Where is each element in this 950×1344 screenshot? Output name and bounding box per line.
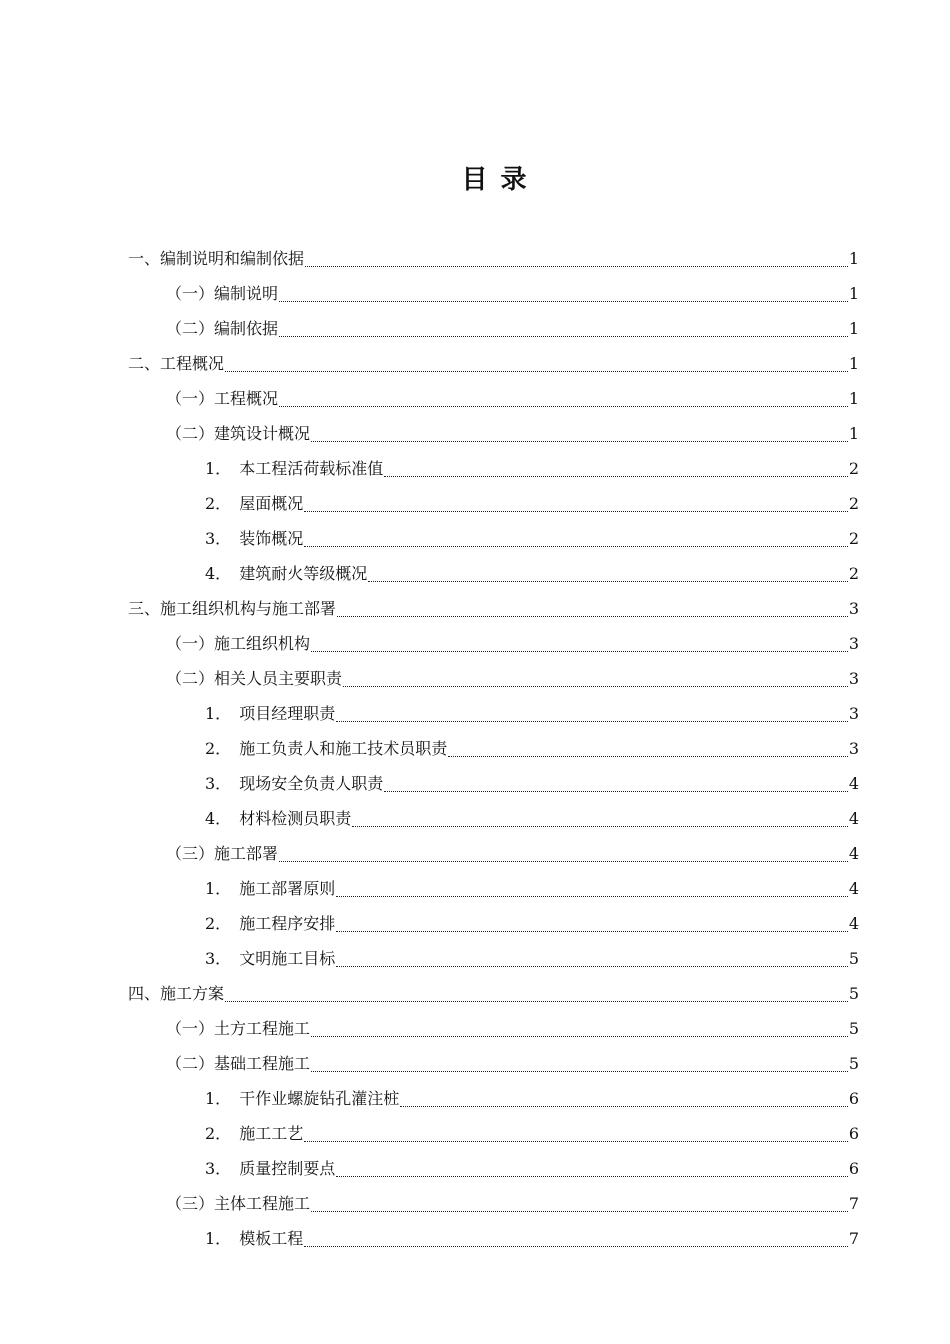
toc-entry-label: 材料检测员职责: [239, 809, 352, 828]
toc-page-number: 6: [848, 1124, 859, 1143]
toc-entry-title: [205, 458, 383, 483]
toc-entry-label: 建筑耐火等级概况: [239, 564, 368, 583]
toc-entry-label: 三、施工组织机构与施工部署: [128, 599, 337, 618]
toc-entry-title: [166, 1193, 310, 1218]
toc-page-number: 2: [848, 459, 859, 478]
toc-entry[interactable]: [205, 693, 859, 728]
toc-entry[interactable]: [166, 413, 859, 448]
toc-entry-label: 装饰概况: [239, 529, 304, 548]
toc-dot-leader: [305, 266, 848, 267]
toc-entry-label: 施工部署原则: [239, 879, 336, 898]
toc-entry[interactable]: [166, 273, 859, 308]
toc-dot-leader: [343, 686, 848, 687]
toc-entry-label: 干作业螺旋钻孔灌注桩: [239, 1089, 400, 1108]
toc-entry-title: [205, 1228, 303, 1253]
toc-entry[interactable]: [205, 1218, 859, 1253]
toc-entry-number: 2．: [205, 494, 232, 513]
toc-entry-label: 现场安全负责人职责: [239, 774, 384, 793]
toc-page-number: 3: [848, 634, 859, 653]
toc-entry-label: 本工程活荷载标准值: [239, 459, 384, 478]
toc-entry-label: （二）编制依据: [166, 319, 279, 338]
toc-entry-number: 2．: [205, 1124, 232, 1143]
toc-entry[interactable]: [166, 658, 859, 693]
toc-entry[interactable]: [205, 483, 859, 518]
toc-dot-leader: [311, 1211, 848, 1212]
toc-entry[interactable]: [205, 553, 859, 588]
toc-entry-title: [205, 738, 447, 763]
toc-entry-title: [205, 1123, 303, 1148]
toc-entry-number: 1．: [205, 704, 232, 723]
toc-entry-number: 1．: [205, 879, 232, 898]
toc-entry-label: 文明施工目标: [239, 949, 336, 968]
toc-dot-leader: [279, 336, 848, 337]
toc-entry-title: [205, 563, 367, 588]
toc-dot-leader: [448, 756, 848, 757]
toc-entry-title: [166, 843, 278, 868]
toc-entry-title: [205, 808, 351, 833]
toc-entry-title: [166, 1018, 310, 1043]
toc-page-number: 4: [848, 879, 859, 898]
toc-entry-title: [166, 668, 342, 693]
toc-entry-label: （一）编制说明: [166, 284, 279, 303]
toc-entry-title: [128, 598, 336, 623]
toc-page-number: 5: [848, 949, 859, 968]
toc-page-number: 4: [848, 914, 859, 933]
toc-entry-title: [166, 283, 278, 308]
toc-entry-title: [166, 633, 310, 658]
toc-page-number: 7: [848, 1229, 859, 1248]
toc-page-number: 3: [848, 599, 859, 618]
toc-entry[interactable]: [205, 868, 859, 903]
page-title: 目 录: [461, 165, 529, 195]
toc-entry[interactable]: [205, 798, 859, 833]
toc-page-number: 4: [848, 809, 859, 828]
toc-dot-leader: [311, 1036, 848, 1037]
toc-dot-leader: [336, 966, 848, 967]
toc-entry-title: [205, 493, 303, 518]
toc-entry-title: [166, 423, 310, 448]
toc-dot-leader: [336, 721, 848, 722]
toc-dot-leader: [304, 1246, 848, 1247]
toc-entry-label: （三）主体工程施工: [166, 1194, 311, 1213]
toc-entry[interactable]: [166, 1043, 859, 1078]
toc-entry-title: [205, 773, 383, 798]
toc-entry-label: （二）基础工程施工: [166, 1054, 311, 1073]
toc-entry-label: （二）建筑设计概况: [166, 424, 311, 443]
toc-page-number: 4: [848, 844, 859, 863]
toc-entry-label: （一）施工组织机构: [166, 634, 311, 653]
toc-entry[interactable]: [128, 588, 859, 623]
toc-page-number: 7: [848, 1194, 859, 1213]
toc-dot-leader: [336, 896, 848, 897]
toc-entry-number: 2．: [205, 914, 232, 933]
toc-entry-label: 二、工程概况: [128, 354, 225, 373]
toc-page-number: 1: [848, 424, 859, 443]
toc-entry[interactable]: [128, 343, 859, 378]
toc-entry-number: 1．: [205, 1089, 232, 1108]
toc-page-number: 3: [848, 669, 859, 688]
toc-page-number: 4: [848, 774, 859, 793]
toc-entry-label: （三）施工部署: [166, 844, 279, 863]
toc-dot-leader: [384, 476, 848, 477]
toc-dot-leader: [336, 931, 848, 932]
toc-entry[interactable]: [205, 903, 859, 938]
toc-entry-number: 3．: [205, 1159, 232, 1178]
toc-entry[interactable]: [205, 448, 859, 483]
toc-entry-title: [205, 703, 335, 728]
toc-entry[interactable]: [166, 308, 859, 343]
toc-entry-title: [205, 913, 335, 938]
toc-entry-label: 施工负责人和施工技术员职责: [239, 739, 448, 758]
toc-entry-title: [205, 878, 335, 903]
toc-entry-number: 4．: [205, 564, 232, 583]
toc-entry-number: 3．: [205, 529, 232, 548]
toc-dot-leader: [368, 581, 848, 582]
toc-entry[interactable]: [205, 938, 859, 973]
toc-dot-leader: [279, 861, 848, 862]
toc-entry-label: 施工程序安排: [239, 914, 336, 933]
toc-entry[interactable]: [166, 833, 859, 868]
toc-dot-leader: [352, 826, 848, 827]
toc-entry-number: 3．: [205, 949, 232, 968]
toc-entry[interactable]: [205, 1078, 859, 1113]
toc-page-number: 6: [848, 1089, 859, 1108]
toc-entry-number: 4．: [205, 809, 232, 828]
toc-dot-leader: [225, 1001, 848, 1002]
toc-entry-label: 质量控制要点: [239, 1159, 336, 1178]
toc-entry-number: 1．: [205, 459, 232, 478]
toc-dot-leader: [304, 1141, 848, 1142]
toc-page-number: 6: [848, 1159, 859, 1178]
toc-page-number: 5: [848, 1054, 859, 1073]
toc-page-number: 5: [848, 984, 859, 1003]
toc-entry-label: （二）相关人员主要职责: [166, 669, 343, 688]
toc-entry[interactable]: [205, 1148, 859, 1183]
toc-dot-leader: [279, 406, 848, 407]
toc-page-number: 2: [848, 564, 859, 583]
toc-entry-number: 1．: [205, 1229, 232, 1248]
toc-entry-label: 四、施工方案: [128, 984, 225, 1003]
toc-entry[interactable]: [128, 973, 859, 1008]
toc-page-number: 2: [848, 529, 859, 548]
toc-page-number: 1: [848, 354, 859, 373]
toc-dot-leader: [311, 1071, 848, 1072]
toc-dot-leader: [279, 301, 848, 302]
toc-entry-label: 施工工艺: [239, 1124, 304, 1143]
toc-dot-leader: [225, 371, 848, 372]
toc-page-number: 1: [848, 319, 859, 338]
toc-entry[interactable]: [205, 763, 859, 798]
toc-entry-number: 2．: [205, 739, 232, 758]
toc-page-number: 3: [848, 704, 859, 723]
toc-page-number: 1: [848, 389, 859, 408]
toc-entry[interactable]: [205, 518, 859, 553]
toc-entry[interactable]: [205, 1113, 859, 1148]
toc-page-number: 3: [848, 739, 859, 758]
toc-entry-title: [205, 1088, 399, 1113]
toc-entry-number: 3．: [205, 774, 232, 793]
toc-entry[interactable]: [166, 378, 859, 413]
toc-page-number: 2: [848, 494, 859, 513]
toc-dot-leader: [336, 1176, 848, 1177]
toc-dot-leader: [384, 791, 848, 792]
toc-entry-label: 屋面概况: [239, 494, 304, 513]
toc-dot-leader: [337, 616, 848, 617]
toc-entry-label: （一）工程概况: [166, 389, 279, 408]
toc-entry-title: [128, 983, 224, 1008]
toc-dot-leader: [304, 546, 848, 547]
toc-dot-leader: [311, 651, 848, 652]
toc-entry-title: [128, 353, 224, 378]
toc-entry[interactable]: [128, 238, 859, 273]
toc-entry-title: [166, 388, 278, 413]
toc-entry-label: 模板工程: [239, 1229, 304, 1248]
toc-entry-label: 项目经理职责: [239, 704, 336, 723]
toc-entry-label: （一）土方工程施工: [166, 1019, 311, 1038]
toc-entry-title: [166, 1053, 310, 1078]
toc-entry[interactable]: [166, 1183, 859, 1218]
toc-entry-title: [128, 248, 304, 273]
toc-entry[interactable]: [205, 728, 859, 763]
toc-entry-title: [205, 1158, 335, 1183]
toc-dot-leader: [400, 1106, 848, 1107]
toc-entry-title: [205, 948, 335, 973]
toc-entry[interactable]: [166, 1008, 859, 1043]
toc-dot-leader: [304, 511, 848, 512]
toc-entry-title: [166, 318, 278, 343]
toc-page-number: 5: [848, 1019, 859, 1038]
toc-entry[interactable]: [166, 623, 859, 658]
toc-page-number: 1: [848, 249, 859, 268]
toc-page-number: 1: [848, 284, 859, 303]
toc-entry-title: [205, 528, 303, 553]
toc-dot-leader: [311, 441, 848, 442]
toc-entry-label: 一、编制说明和编制依据: [128, 249, 305, 268]
